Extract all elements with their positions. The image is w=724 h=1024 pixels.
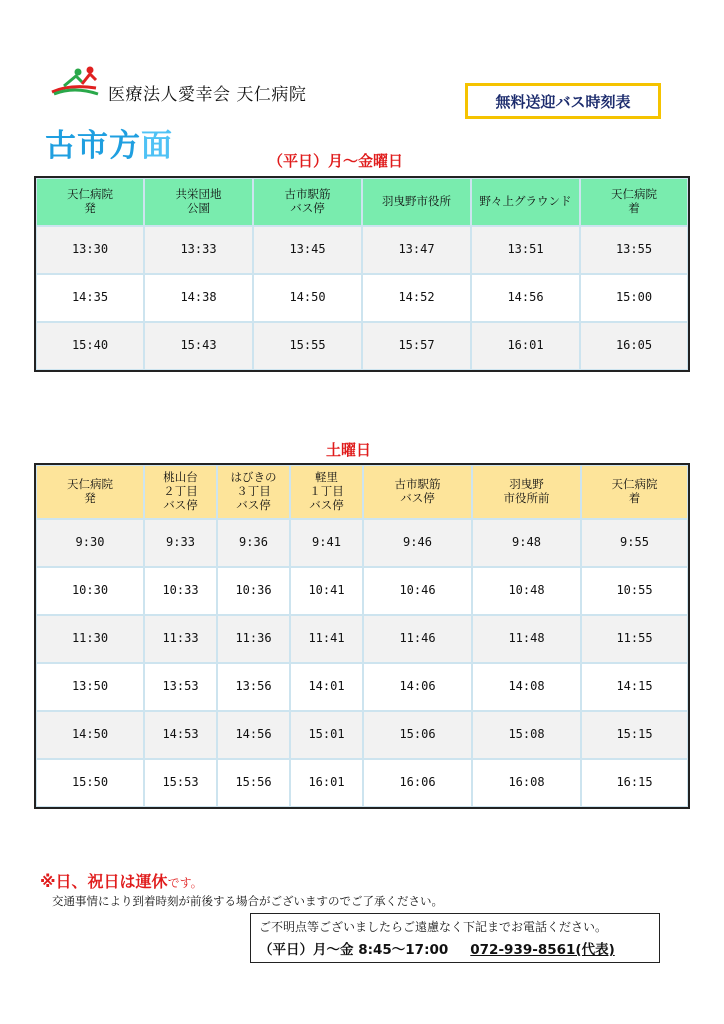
organization-name: 医療法人愛幸会 天仁病院 <box>108 85 307 105</box>
time-cell: 15:08 <box>472 711 581 759</box>
time-cell: 10:55 <box>581 567 688 615</box>
time-cell: 16:08 <box>472 759 581 807</box>
time-cell: 14:50 <box>253 274 362 322</box>
table-row <box>36 759 688 807</box>
column-header: 天仁病院 着 <box>580 178 688 226</box>
contact-box <box>250 913 660 963</box>
time-cell: 14:52 <box>362 274 471 322</box>
column-header: 羽曳野市役所 <box>362 178 471 226</box>
table-row <box>36 711 688 759</box>
time-cell: 11:46 <box>363 615 472 663</box>
time-cell: 15:01 <box>290 711 363 759</box>
time-cell: 14:08 <box>472 663 581 711</box>
time-cell: 13:53 <box>144 663 217 711</box>
time-cell: 15:55 <box>253 322 362 370</box>
time-cell: 11:33 <box>144 615 217 663</box>
time-cell: 13:50 <box>36 663 144 711</box>
saturday-heading: 土曜日 <box>326 441 372 459</box>
title-badge: 無料送迎バス時刻表 <box>465 83 661 119</box>
time-cell: 15:15 <box>581 711 688 759</box>
time-cell: 9:48 <box>472 519 581 567</box>
time-cell: 15:00 <box>580 274 688 322</box>
time-cell: 13:47 <box>362 226 471 274</box>
time-cell: 14:35 <box>36 274 144 322</box>
column-header: 共栄団地 公園 <box>144 178 253 226</box>
table-row <box>36 519 688 567</box>
time-cell: 10:46 <box>363 567 472 615</box>
area-title-main: 古市方 <box>45 128 141 164</box>
column-header: 古市駅筋 バス停 <box>253 178 362 226</box>
time-cell: 14:56 <box>217 711 290 759</box>
time-cell: 10:41 <box>290 567 363 615</box>
time-cell: 14:38 <box>144 274 253 322</box>
table-row <box>36 322 688 370</box>
traffic-notice: 交通事情により到着時刻が前後する場合がございますのでご了承ください。 <box>52 894 443 908</box>
time-cell: 16:01 <box>471 322 580 370</box>
time-cell: 15:53 <box>144 759 217 807</box>
time-cell: 16:05 <box>580 322 688 370</box>
time-cell: 14:53 <box>144 711 217 759</box>
table-row <box>36 226 688 274</box>
time-cell: 15:40 <box>36 322 144 370</box>
time-cell: 9:55 <box>581 519 688 567</box>
column-header: 羽曳野 市役所前 <box>472 465 581 519</box>
time-cell: 11:55 <box>581 615 688 663</box>
column-header: 野々上グラウンド <box>471 178 580 226</box>
time-cell: 14:15 <box>581 663 688 711</box>
column-header: 天仁病院 発 <box>36 178 144 226</box>
time-cell: 13:33 <box>144 226 253 274</box>
area-title-accent: 面 <box>141 128 173 164</box>
contact-hours: （平日）月～金 8:45～17:00 <box>259 942 449 958</box>
column-header: 軽里 １丁目 バス停 <box>290 465 363 519</box>
time-cell: 14:06 <box>363 663 472 711</box>
weekday-heading: （平日）月～金曜日 <box>268 152 404 170</box>
table-row <box>36 615 688 663</box>
time-cell: 14:50 <box>36 711 144 759</box>
time-cell: 13:51 <box>471 226 580 274</box>
time-cell: 10:30 <box>36 567 144 615</box>
column-header: はびきの ３丁目 バス停 <box>217 465 290 519</box>
time-cell: 9:33 <box>144 519 217 567</box>
contact-intro: ご不明点等ございましたらご遠慮なく下記までお電話ください。 <box>259 920 608 934</box>
closed-notice-suffix: です。 <box>167 876 203 890</box>
column-header: 桃山台 ２丁目 バス停 <box>144 465 217 519</box>
time-cell: 13:56 <box>217 663 290 711</box>
table-row <box>36 663 688 711</box>
column-header: 古市駅筋 バス停 <box>363 465 472 519</box>
contact-details <box>259 938 651 958</box>
column-header: 天仁病院 発 <box>36 465 144 519</box>
saturday-timetable <box>34 463 690 809</box>
time-cell: 13:55 <box>580 226 688 274</box>
weekday-timetable <box>34 176 690 372</box>
time-cell: 13:30 <box>36 226 144 274</box>
time-cell: 15:57 <box>362 322 471 370</box>
time-cell: 15:50 <box>36 759 144 807</box>
time-cell: 11:30 <box>36 615 144 663</box>
table-row <box>36 274 688 322</box>
time-cell: 16:01 <box>290 759 363 807</box>
closed-notice-main: ※日、祝日は運休 <box>40 872 168 891</box>
time-cell: 11:48 <box>472 615 581 663</box>
table-header-row <box>36 465 688 519</box>
contact-phone: 072-939-8561(代表) <box>470 942 615 958</box>
time-cell: 9:46 <box>363 519 472 567</box>
time-cell: 11:36 <box>217 615 290 663</box>
time-cell: 16:15 <box>581 759 688 807</box>
time-cell: 15:06 <box>363 711 472 759</box>
time-cell: 9:36 <box>217 519 290 567</box>
table-header-row <box>36 178 688 226</box>
time-cell: 10:33 <box>144 567 217 615</box>
time-cell: 15:43 <box>144 322 253 370</box>
time-cell: 14:56 <box>471 274 580 322</box>
time-cell: 16:06 <box>363 759 472 807</box>
closed-notice <box>40 869 203 892</box>
time-cell: 9:41 <box>290 519 363 567</box>
time-cell: 13:45 <box>253 226 362 274</box>
time-cell: 9:30 <box>36 519 144 567</box>
area-title <box>45 120 173 165</box>
time-cell: 11:41 <box>290 615 363 663</box>
time-cell: 15:56 <box>217 759 290 807</box>
time-cell: 10:36 <box>217 567 290 615</box>
column-header: 天仁病院 着 <box>581 465 688 519</box>
time-cell: 10:48 <box>472 567 581 615</box>
time-cell: 14:01 <box>290 663 363 711</box>
hospital-logo-icon <box>48 64 100 100</box>
table-row <box>36 567 688 615</box>
